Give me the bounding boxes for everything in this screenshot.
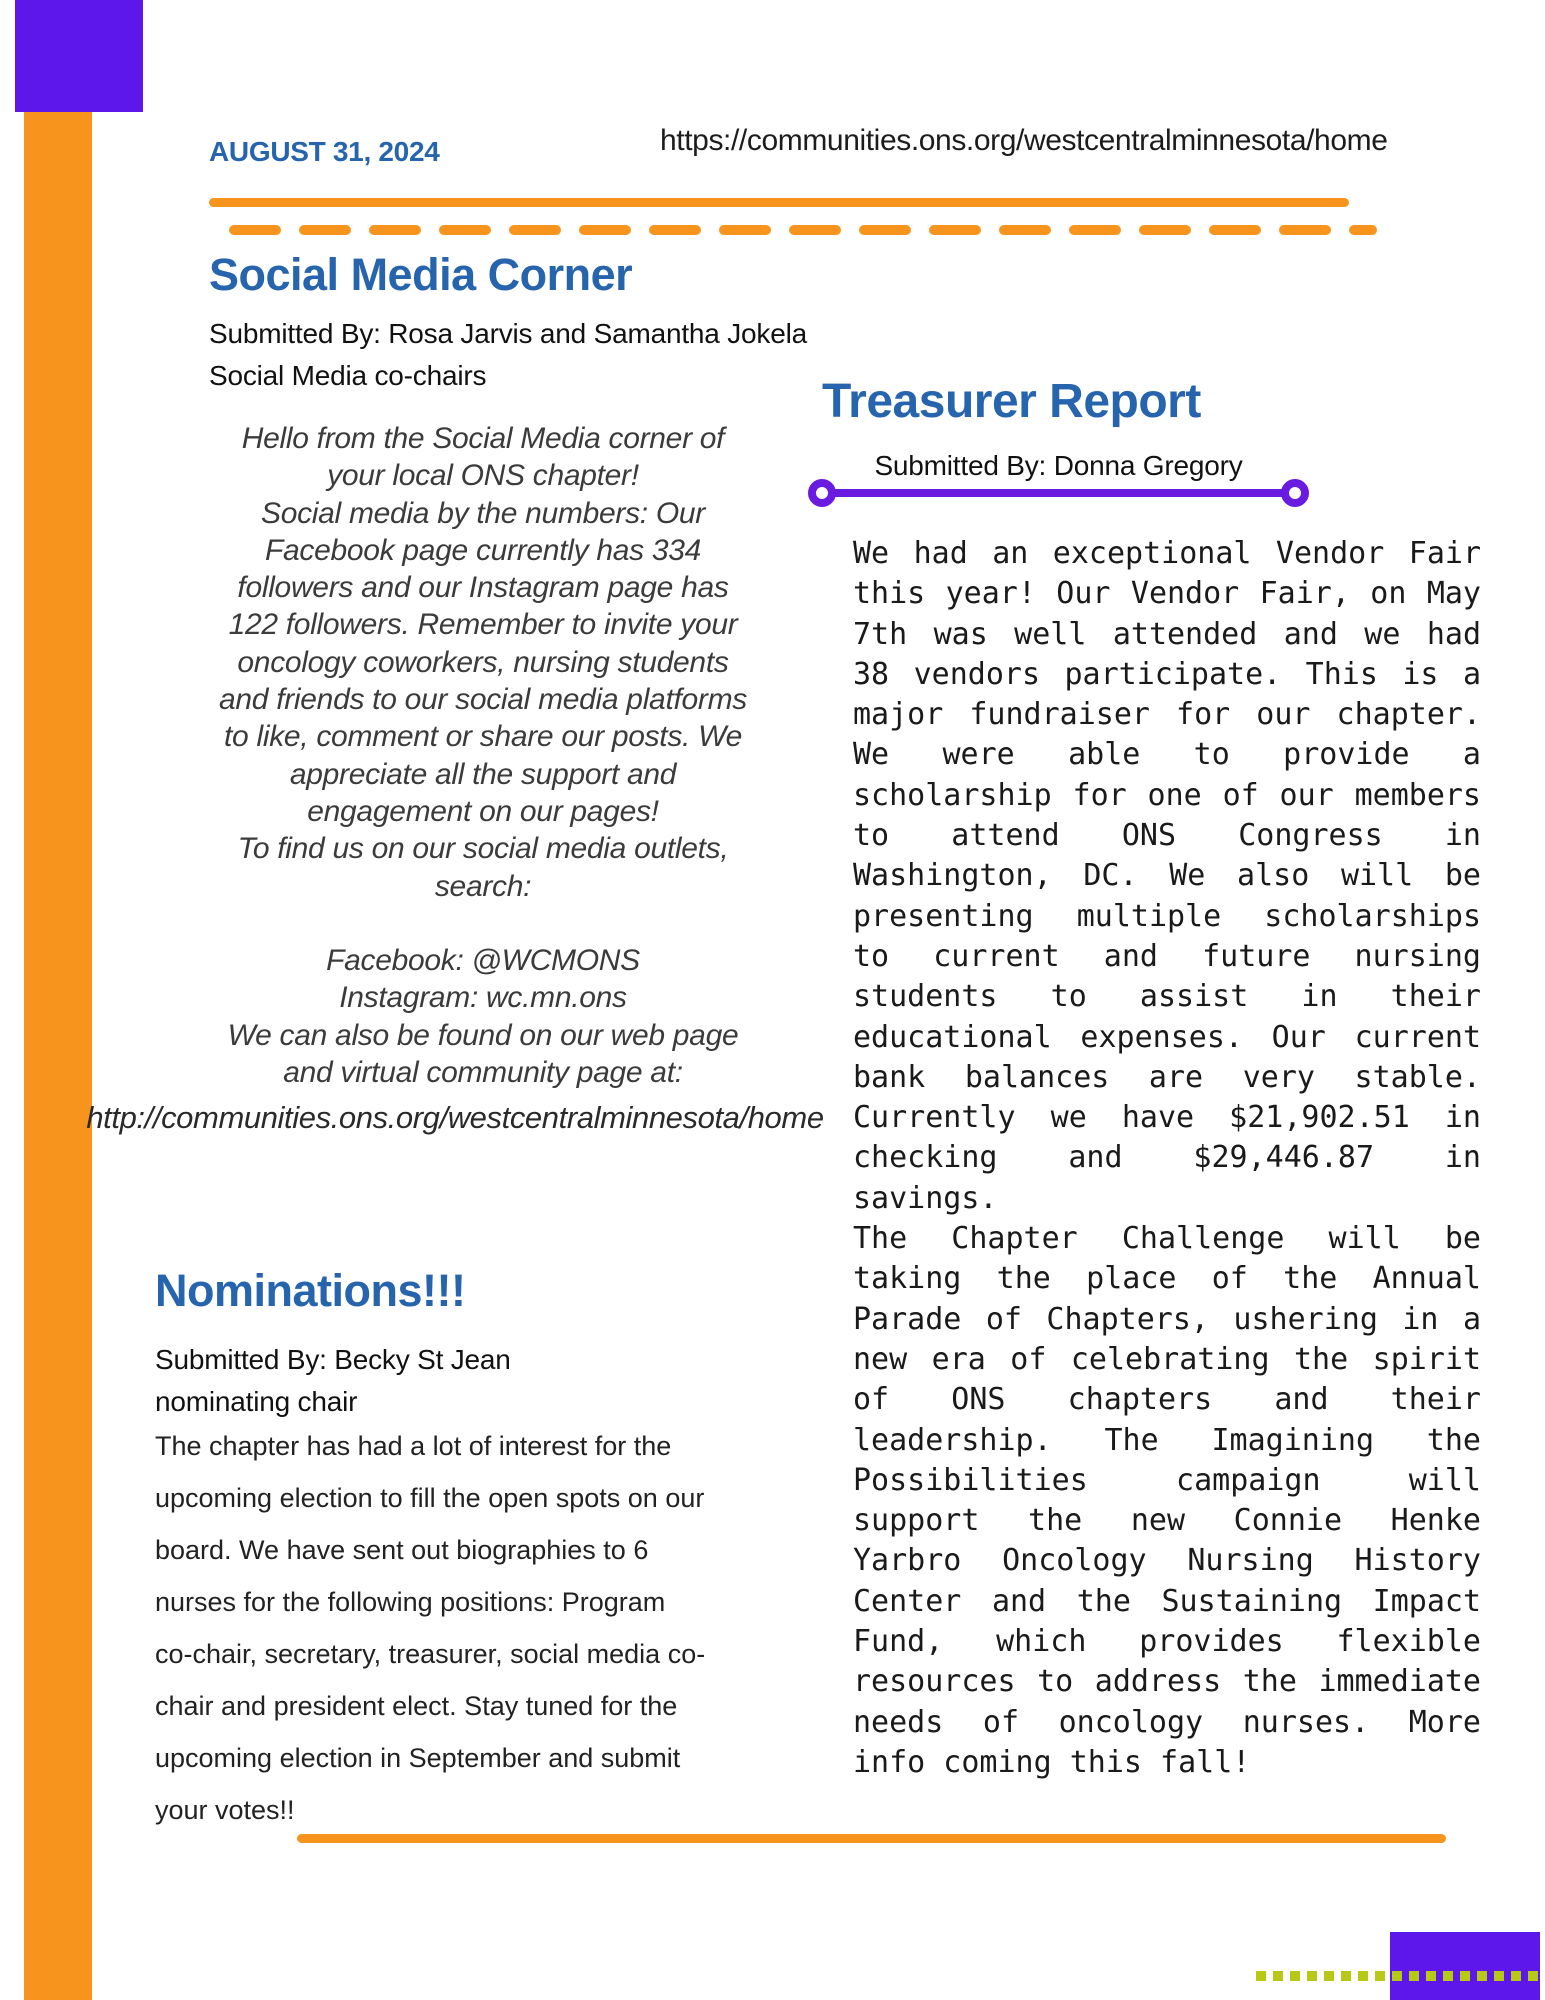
green-dot-icon <box>1511 1971 1521 1981</box>
text-line: oncology coworkers, nursing students <box>237 645 729 679</box>
text-line: 7th was well attended and we had <box>853 616 1481 652</box>
text-line: 38 vendors participate. This is a <box>853 656 1481 692</box>
green-dot-icon <box>1494 1971 1504 1981</box>
nominations-submitted-by: Submitted By: Becky St Jean <box>155 1344 511 1375</box>
green-dot-icon <box>1426 1971 1436 1981</box>
text-line: to attend ONS Congress in <box>853 818 1481 854</box>
treasurer-report-title: Treasurer Report <box>822 375 1201 428</box>
nominations-title: Nominations!!! <box>155 1265 466 1316</box>
text-line: board. We have sent out biographies to 6 <box>155 1535 649 1565</box>
text-line: The chapter has had a lot of interest for the <box>155 1431 672 1461</box>
text-line: chair and president elect. Stay tuned for the <box>155 1691 678 1721</box>
text-line: savings. <box>853 1180 998 1216</box>
green-dot-icon <box>1341 1971 1351 1981</box>
text-line: Facebook page currently has 334 <box>265 533 701 567</box>
green-dot-icon <box>1256 1971 1266 1981</box>
community-page-url-link[interactable]: http://communities.ons.org/westcentralminnesota/home <box>86 1100 824 1135</box>
green-dot-icon <box>1358 1971 1368 1981</box>
text-line: engagement on our pages! <box>307 794 659 828</box>
text-line: support the new Connie Henke <box>853 1503 1481 1539</box>
green-dot-icon <box>1443 1971 1453 1981</box>
text-line: Washington, DC. We also will be <box>853 858 1481 894</box>
text-line: students to assist in their <box>853 979 1481 1015</box>
text-line: Yarbro Oncology Nursing History <box>853 1543 1481 1579</box>
green-dot-icon <box>1392 1971 1402 1981</box>
green-dot-icon <box>1528 1971 1538 1981</box>
text-line: educational expenses. Our current <box>853 1019 1481 1055</box>
nominations-body <box>155 1420 845 1836</box>
text-line: this year! Our Vendor Fair, on May <box>853 576 1481 612</box>
text-line: To find us on our social media outlets, <box>237 832 729 866</box>
treasurer-submitted-by: Submitted By: Donna Gregory <box>874 450 1243 481</box>
text-line: Center and the Sustaining Impact <box>853 1583 1481 1619</box>
text-line: to current and future nursing <box>853 938 1481 974</box>
text-line: of ONS chapters and their <box>853 1382 1481 1418</box>
dashed-divider-line <box>228 224 1378 236</box>
text-line: needs of oncology nurses. More <box>853 1704 1481 1740</box>
text-line: The Chapter Challenge will be <box>853 1221 1481 1257</box>
social-media-corner-title: Social Media Corner <box>209 249 633 300</box>
green-dot-icon <box>1460 1971 1470 1981</box>
text-line: Parade of Chapters, ushering in a <box>853 1301 1481 1337</box>
nominations-submitted-role: nominating chair <box>155 1386 358 1417</box>
social-media-submitted-by: Submitted By: Rosa Jarvis and Samantha Jokela <box>209 318 807 349</box>
text-line: upcoming election to fill the open spots on our <box>155 1483 705 1513</box>
text-line: checking and $29,446.87 in <box>853 1140 1481 1176</box>
text-line: taking the place of the Annual <box>853 1261 1481 1297</box>
text-line: Hello from the Social Media corner of <box>241 422 725 455</box>
text-line: upcoming election in September and submit <box>155 1743 681 1773</box>
social-media-body <box>113 420 853 1091</box>
text-line: new era of celebrating the spirit <box>853 1341 1481 1377</box>
text-line: Currently we have $21,902.51 in <box>853 1100 1481 1136</box>
green-dot-icon <box>1409 1971 1419 1981</box>
text-line: Instagram: wc.mn.ons <box>339 981 627 1015</box>
treasurer-divider-line <box>822 489 1295 497</box>
text-line: scholarship for one of our members <box>853 777 1481 813</box>
issue-date: AUGUST 31, 2024 <box>209 136 440 167</box>
text-line: and friends to our social media platforms <box>219 683 747 717</box>
text-line: Facebook: @WCMONS <box>326 944 640 978</box>
text-line: Social media by the numbers: Our <box>261 496 705 530</box>
purple-corner-block-top <box>15 0 143 112</box>
text-line: We had an exceptional Vendor Fair <box>853 536 1481 571</box>
text-line: search: <box>434 869 532 903</box>
green-dot-icon <box>1477 1971 1487 1981</box>
text-line: resources to address the immediate <box>853 1664 1481 1700</box>
green-dot-icon <box>1273 1971 1283 1981</box>
text-line: presenting multiple scholarships <box>853 898 1481 934</box>
text-line: 122 followers. Remember to invite your <box>228 608 738 642</box>
text-line: We can also be found on our web page <box>227 1018 739 1052</box>
header-url-link[interactable]: https://communities.ons.org/westcentralminnesota/home <box>660 124 1388 157</box>
text-line: to like, comment or share our posts. We <box>224 720 742 754</box>
text-line: and virtual community page at: <box>283 1056 683 1090</box>
text-line: bank balances are very stable. <box>853 1059 1481 1095</box>
social-media-submitted-role: Social Media co-chairs <box>209 360 487 391</box>
text-line: leadership. The Imagining the <box>853 1422 1481 1458</box>
divider-ring-left-icon <box>808 479 836 507</box>
text-line <box>113 905 853 942</box>
solid-divider-line <box>209 198 1349 207</box>
text-line: your votes!! <box>155 1795 295 1825</box>
text-line: Fund, which provides flexible <box>853 1624 1481 1660</box>
text-line: your local ONS chapter! <box>327 459 639 493</box>
dotted-line-decoration <box>1256 1971 1538 1981</box>
green-dot-icon <box>1307 1971 1317 1981</box>
text-line: appreciate all the support and <box>289 757 677 791</box>
treasurer-body <box>853 534 1481 1783</box>
green-dot-icon <box>1324 1971 1334 1981</box>
text-line: info coming this fall! <box>853 1744 1251 1780</box>
divider-ring-right-icon <box>1281 479 1309 507</box>
purple-corner-block-bottom <box>1390 1932 1540 2000</box>
text-line: followers and our Instagram page has <box>237 571 729 605</box>
text-line: Possibilities campaign will <box>853 1462 1481 1498</box>
text-line: We were able to provide a <box>853 737 1481 773</box>
green-dot-icon <box>1375 1971 1385 1981</box>
bottom-divider-line <box>297 1834 1446 1843</box>
text-line: co-chair, secretary, treasurer, social media co- <box>155 1639 706 1669</box>
green-dot-icon <box>1290 1971 1300 1981</box>
text-line: nurses for the following positions: Program <box>155 1587 666 1617</box>
orange-sidebar <box>24 90 92 2000</box>
text-line: major fundraiser for our chapter. <box>853 697 1481 733</box>
